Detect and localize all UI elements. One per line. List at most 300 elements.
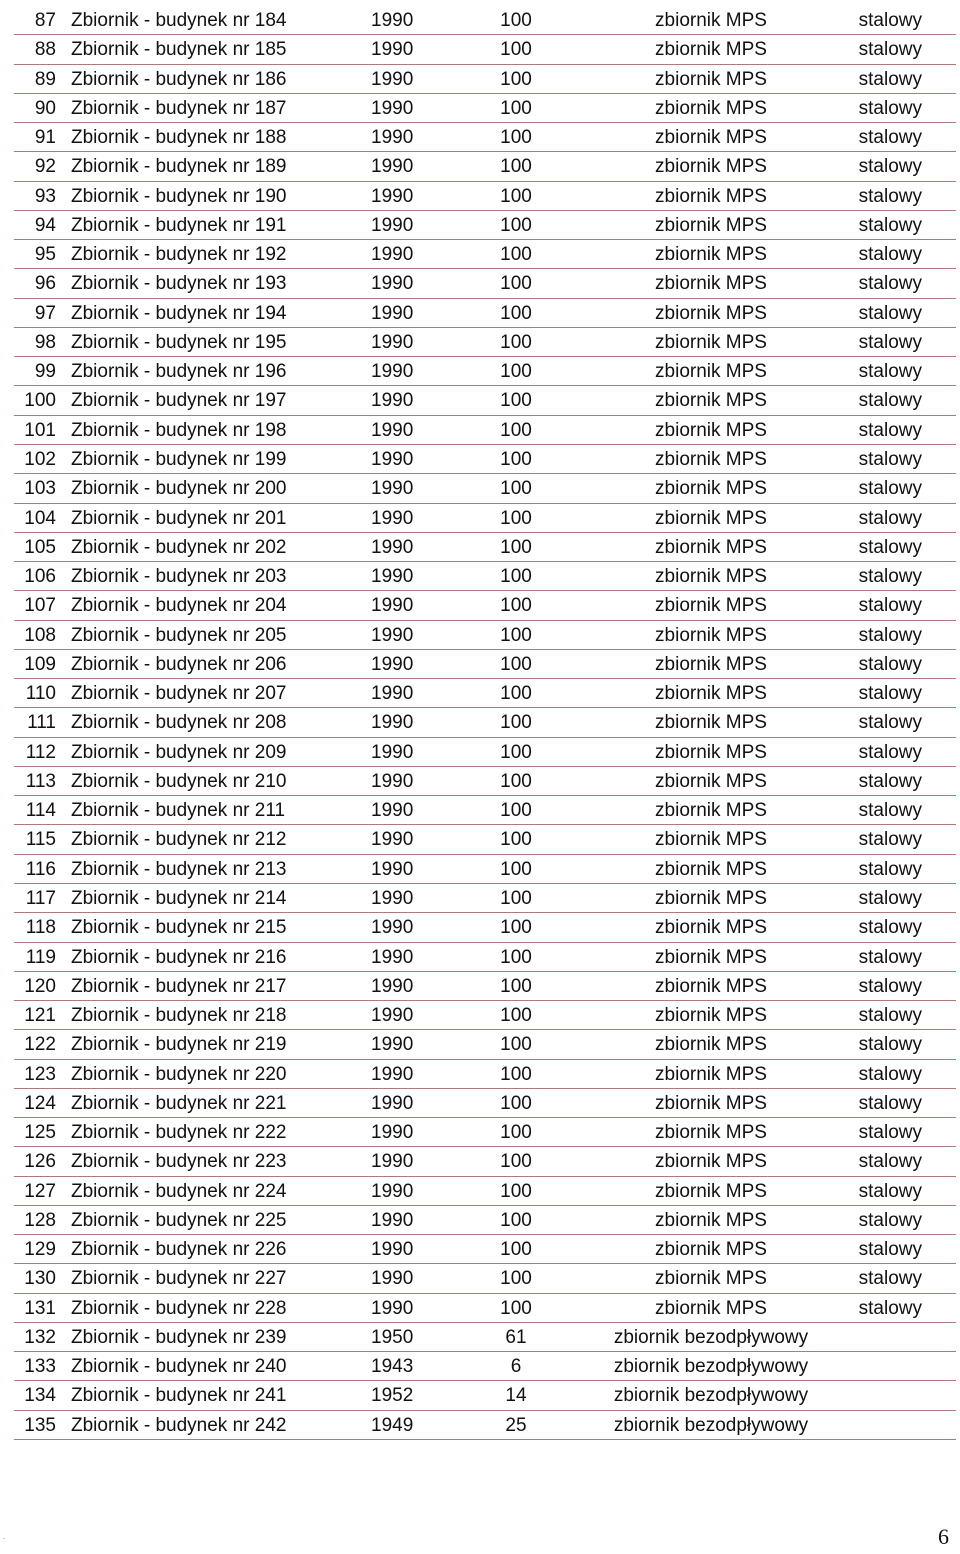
- cell-name: Zbiornik - budynek nr 208: [71, 712, 287, 734]
- cell-type: zbiornik MPS: [655, 273, 767, 295]
- cell-capacity: 100: [500, 1151, 532, 1173]
- cell-type: zbiornik bezodpływowy: [613, 1385, 809, 1407]
- cell-capacity: 14: [505, 1385, 527, 1407]
- cell-material: stalowy: [858, 712, 922, 734]
- cell-lp: 91: [34, 127, 56, 149]
- table-row: [14, 1235, 956, 1264]
- cell-material: stalowy: [858, 858, 922, 880]
- table-row: [14, 240, 956, 269]
- cell-name: Zbiornik - budynek nr 211: [71, 800, 286, 822]
- cell-capacity: 100: [500, 127, 532, 149]
- table-row: [14, 1089, 956, 1118]
- cell-lp: 95: [34, 244, 56, 266]
- table-row: [14, 621, 956, 650]
- page-number: 6: [938, 1524, 949, 1549]
- cell-name: Zbiornik - budynek nr 221: [71, 1092, 287, 1114]
- table-row: [14, 650, 956, 679]
- cell-capacity: 100: [500, 419, 532, 441]
- cell-type: zbiornik MPS: [655, 214, 767, 236]
- cell-material: stalowy: [858, 419, 922, 441]
- cell-name: Zbiornik - budynek nr 240: [71, 1356, 287, 1378]
- cell-material: stalowy: [858, 244, 922, 266]
- cell-name: Zbiornik - budynek nr 226: [71, 1239, 287, 1261]
- cell-type: zbiornik MPS: [655, 1268, 767, 1290]
- cell-name: Zbiornik - budynek nr 207: [71, 683, 287, 705]
- cell-name: Zbiornik - budynek nr 225: [71, 1209, 287, 1231]
- cell-year: 1990: [371, 624, 414, 646]
- cell-name: Zbiornik - budynek nr 222: [71, 1122, 287, 1144]
- cell-material: stalowy: [858, 653, 922, 675]
- cell-type: zbiornik MPS: [655, 887, 767, 909]
- cell-capacity: 100: [500, 683, 532, 705]
- table-row: [14, 1060, 956, 1089]
- cell-type: zbiornik MPS: [655, 946, 767, 968]
- cell-lp: 99: [34, 361, 56, 383]
- table-row: [14, 1147, 956, 1176]
- cell-name: Zbiornik - budynek nr 199: [71, 448, 287, 470]
- cell-year: 1990: [371, 156, 414, 178]
- cell-year: 1990: [371, 858, 414, 880]
- cell-lp: 98: [34, 331, 56, 353]
- cell-type: zbiornik MPS: [655, 858, 767, 880]
- cell-lp: 100: [24, 390, 56, 412]
- cell-type: zbiornik MPS: [655, 361, 767, 383]
- cell-type: zbiornik MPS: [655, 1034, 767, 1056]
- cell-capacity: 100: [500, 156, 532, 178]
- cell-lp: 128: [24, 1209, 56, 1231]
- cell-capacity: 100: [500, 331, 532, 353]
- cell-year: 1990: [371, 653, 414, 675]
- cell-year: 1990: [371, 887, 414, 909]
- cell-type: zbiornik bezodpływowy: [613, 1414, 809, 1436]
- cell-year: 1990: [371, 1063, 414, 1085]
- cell-name: Zbiornik - budynek nr 209: [71, 741, 287, 763]
- cell-capacity: 100: [500, 975, 532, 997]
- cell-capacity: 100: [500, 946, 532, 968]
- cell-year: 1990: [371, 10, 414, 31]
- cell-material: stalowy: [858, 127, 922, 149]
- table-row: [14, 211, 956, 240]
- cell-lp: 104: [24, 507, 56, 529]
- cell-capacity: 100: [500, 39, 532, 61]
- cell-type: zbiornik MPS: [655, 331, 767, 353]
- cell-type: zbiornik MPS: [655, 68, 767, 90]
- cell-lp: 89: [34, 68, 56, 90]
- table-row: [14, 708, 956, 737]
- cell-capacity: 100: [500, 1239, 532, 1261]
- cell-capacity: 100: [500, 712, 532, 734]
- cell-capacity: 100: [500, 448, 532, 470]
- cell-lp: 119: [25, 946, 56, 968]
- cell-lp: 120: [24, 975, 56, 997]
- cell-material: stalowy: [858, 1151, 922, 1173]
- cell-material: stalowy: [858, 390, 922, 412]
- cell-year: 1990: [371, 800, 414, 822]
- cell-material: stalowy: [858, 10, 922, 31]
- cell-lp: 112: [25, 741, 56, 763]
- cell-lp: 105: [24, 536, 56, 558]
- cell-name: Zbiornik - budynek nr 196: [71, 361, 287, 383]
- cell-year: 1990: [371, 68, 414, 90]
- cell-name: Zbiornik - budynek nr 227: [71, 1268, 287, 1290]
- table-row: [14, 445, 956, 474]
- table-row: [14, 35, 956, 64]
- cell-name: Zbiornik - budynek nr 242: [71, 1414, 287, 1436]
- table-row: [14, 152, 956, 181]
- cell-lp: 107: [24, 595, 56, 617]
- cell-material: stalowy: [858, 68, 922, 90]
- cell-lp: 117: [25, 887, 56, 909]
- cell-name: Zbiornik - budynek nr 198: [71, 419, 287, 441]
- cell-capacity: 100: [500, 97, 532, 119]
- cell-material: stalowy: [858, 770, 922, 792]
- cell-type: zbiornik MPS: [655, 917, 767, 939]
- cell-year: 1990: [371, 683, 414, 705]
- cell-lp: 134: [24, 1385, 56, 1407]
- cell-lp: 126: [24, 1151, 56, 1173]
- cell-year: 1990: [371, 244, 414, 266]
- cell-year: 1990: [371, 1005, 414, 1027]
- cell-year: 1990: [371, 97, 414, 119]
- cell-material: stalowy: [858, 97, 922, 119]
- cell-name: Zbiornik - budynek nr 239: [71, 1326, 287, 1348]
- cell-lp: 122: [24, 1034, 56, 1056]
- cell-material: stalowy: [858, 595, 922, 617]
- cell-material: stalowy: [858, 536, 922, 558]
- cell-lp: 123: [24, 1063, 56, 1085]
- cell-material: stalowy: [858, 1180, 922, 1202]
- cell-type: zbiornik MPS: [655, 653, 767, 675]
- table-row: [14, 1352, 956, 1381]
- cell-type: zbiornik MPS: [655, 536, 767, 558]
- cell-name: Zbiornik - budynek nr 214: [71, 887, 287, 909]
- cell-name: Zbiornik - budynek nr 206: [71, 653, 287, 675]
- cell-type: zbiornik MPS: [655, 595, 767, 617]
- cell-name: Zbiornik - budynek nr 205: [71, 624, 287, 646]
- table-row: [14, 738, 956, 767]
- cell-year: 1990: [371, 975, 414, 997]
- cell-capacity: 100: [500, 244, 532, 266]
- cell-type: zbiornik MPS: [655, 127, 767, 149]
- cell-capacity: 100: [500, 653, 532, 675]
- table-row: [14, 943, 956, 972]
- cell-type: zbiornik MPS: [655, 156, 767, 178]
- cell-type: zbiornik MPS: [655, 390, 767, 412]
- cell-year: 1943: [371, 1356, 414, 1378]
- cell-lp: 93: [34, 185, 56, 207]
- table-row: [14, 357, 956, 386]
- cell-material: stalowy: [858, 741, 922, 763]
- cell-type: zbiornik bezodpływowy: [613, 1356, 809, 1378]
- cell-name: Zbiornik - budynek nr 193: [71, 273, 287, 295]
- cell-material: stalowy: [858, 302, 922, 324]
- cell-capacity: 100: [500, 858, 532, 880]
- cell-lp: 109: [24, 653, 56, 675]
- cell-capacity: 100: [500, 624, 532, 646]
- cell-material: stalowy: [858, 1268, 922, 1290]
- cell-year: 1990: [371, 566, 414, 588]
- cell-type: zbiornik MPS: [655, 1180, 767, 1202]
- table-row: [14, 1177, 956, 1206]
- cell-capacity: 100: [500, 536, 532, 558]
- cell-capacity: 100: [500, 1122, 532, 1144]
- cell-year: 1949: [371, 1414, 414, 1436]
- cell-material: stalowy: [858, 946, 922, 968]
- cell-year: 1990: [371, 507, 414, 529]
- cell-material: stalowy: [858, 478, 922, 500]
- cell-name: Zbiornik - budynek nr 186: [71, 68, 287, 90]
- cell-capacity: 100: [500, 10, 532, 31]
- cell-type: zbiornik MPS: [655, 770, 767, 792]
- cell-year: 1950: [371, 1326, 414, 1348]
- cell-material: stalowy: [858, 1005, 922, 1027]
- cell-year: 1990: [371, 39, 414, 61]
- cell-type: zbiornik MPS: [655, 419, 767, 441]
- cell-year: 1990: [371, 1209, 414, 1231]
- cell-material: stalowy: [858, 39, 922, 61]
- cell-type: zbiornik MPS: [655, 1063, 767, 1085]
- cell-name: Zbiornik - budynek nr 200: [71, 478, 287, 500]
- cell-name: Zbiornik - budynek nr 190: [71, 185, 287, 207]
- footer-mark: .: [3, 1532, 6, 1541]
- cell-material: stalowy: [858, 185, 922, 207]
- cell-material: stalowy: [858, 214, 922, 236]
- cell-type: zbiornik MPS: [655, 1297, 767, 1319]
- table-row: [14, 416, 956, 445]
- cell-type: zbiornik MPS: [655, 741, 767, 763]
- cell-capacity: 100: [500, 1209, 532, 1231]
- table-row: [14, 1030, 956, 1059]
- cell-type: zbiornik MPS: [655, 1239, 767, 1261]
- cell-lp: 133: [24, 1356, 56, 1378]
- cell-year: 1990: [371, 1151, 414, 1173]
- cell-name: Zbiornik - budynek nr 201: [71, 507, 287, 529]
- tank-table: [14, 6, 956, 1440]
- cell-year: 1990: [371, 361, 414, 383]
- table-row: [14, 591, 956, 620]
- table-row: [14, 328, 956, 357]
- cell-capacity: 25: [505, 1414, 527, 1436]
- cell-name: Zbiornik - budynek nr 203: [71, 566, 287, 588]
- cell-type: zbiornik MPS: [655, 1151, 767, 1173]
- cell-year: 1990: [371, 741, 414, 763]
- cell-material: stalowy: [858, 156, 922, 178]
- table-row: [14, 1118, 956, 1147]
- cell-year: 1990: [371, 595, 414, 617]
- table-row: [14, 299, 956, 328]
- cell-type: zbiornik MPS: [655, 39, 767, 61]
- cell-capacity: 100: [500, 507, 532, 529]
- cell-lp: 102: [24, 448, 56, 470]
- cell-lp: 94: [34, 214, 56, 236]
- cell-name: Zbiornik - budynek nr 185: [71, 39, 287, 61]
- cell-capacity: 100: [500, 1034, 532, 1056]
- cell-capacity: 100: [500, 68, 532, 90]
- cell-name: Zbiornik - budynek nr 241: [71, 1385, 287, 1407]
- table-row: [14, 679, 956, 708]
- cell-lp: 108: [24, 624, 56, 646]
- cell-material: stalowy: [858, 361, 922, 383]
- table-row: [14, 533, 956, 562]
- cell-type: zbiornik MPS: [655, 478, 767, 500]
- cell-name: Zbiornik - budynek nr 197: [71, 390, 287, 412]
- cell-capacity: 100: [500, 566, 532, 588]
- cell-type: zbiornik MPS: [655, 975, 767, 997]
- table-row: [14, 884, 956, 913]
- cell-lp: 130: [24, 1268, 56, 1290]
- cell-lp: 88: [34, 39, 56, 61]
- cell-name: Zbiornik - budynek nr 188: [71, 127, 287, 149]
- cell-year: 1990: [371, 185, 414, 207]
- table-row: [14, 796, 956, 825]
- table-row: [14, 767, 956, 796]
- cell-material: stalowy: [858, 1063, 922, 1085]
- cell-name: Zbiornik - budynek nr 195: [71, 331, 287, 353]
- cell-year: 1990: [371, 127, 414, 149]
- cell-lp: 121: [24, 1005, 56, 1027]
- cell-capacity: 100: [500, 595, 532, 617]
- cell-year: 1990: [371, 273, 414, 295]
- cell-lp: 114: [25, 800, 56, 822]
- cell-year: 1990: [371, 770, 414, 792]
- table-row: [14, 1294, 956, 1323]
- cell-name: Zbiornik - budynek nr 212: [71, 829, 287, 851]
- cell-material: stalowy: [858, 975, 922, 997]
- cell-type: zbiornik MPS: [655, 1092, 767, 1114]
- cell-name: Zbiornik - budynek nr 219: [71, 1034, 287, 1056]
- cell-name: Zbiornik - budynek nr 191: [71, 214, 287, 236]
- cell-capacity: 100: [500, 829, 532, 851]
- table-row: [14, 1411, 956, 1440]
- cell-capacity: 100: [500, 390, 532, 412]
- cell-lp: 127: [24, 1180, 56, 1202]
- cell-year: 1990: [371, 331, 414, 353]
- cell-capacity: 100: [500, 478, 532, 500]
- cell-year: 1990: [371, 1122, 414, 1144]
- table-row: [14, 972, 956, 1001]
- cell-type: zbiornik MPS: [655, 683, 767, 705]
- cell-material: stalowy: [858, 624, 922, 646]
- cell-type: zbiornik MPS: [655, 1209, 767, 1231]
- cell-lp: 124: [24, 1092, 56, 1114]
- cell-name: Zbiornik - budynek nr 187: [71, 97, 287, 119]
- table-row: [14, 123, 956, 152]
- cell-type: zbiornik MPS: [655, 800, 767, 822]
- cell-year: 1990: [371, 214, 414, 236]
- cell-lp: 116: [25, 858, 56, 880]
- table-row: [14, 1381, 956, 1410]
- cell-year: 1990: [371, 1297, 414, 1319]
- cell-lp: 135: [24, 1414, 56, 1436]
- cell-name: Zbiornik - budynek nr 189: [71, 156, 287, 178]
- cell-lp: 101: [24, 419, 56, 441]
- table-row: [14, 1206, 956, 1235]
- cell-type: zbiornik MPS: [655, 448, 767, 470]
- cell-name: Zbiornik - budynek nr 217: [71, 975, 287, 997]
- table-row: [14, 1323, 956, 1352]
- cell-capacity: 100: [500, 887, 532, 909]
- cell-capacity: 6: [510, 1356, 522, 1378]
- cell-year: 1990: [371, 946, 414, 968]
- cell-capacity: 100: [500, 770, 532, 792]
- cell-year: 1990: [371, 1092, 414, 1114]
- table-row: [14, 474, 956, 503]
- cell-capacity: 100: [500, 273, 532, 295]
- cell-material: stalowy: [858, 1297, 922, 1319]
- table-row: [14, 6, 956, 35]
- cell-capacity: 100: [500, 302, 532, 324]
- cell-lp: 129: [24, 1239, 56, 1261]
- cell-type: zbiornik MPS: [655, 566, 767, 588]
- cell-material: stalowy: [858, 1034, 922, 1056]
- cell-lp: 125: [24, 1122, 56, 1144]
- cell-capacity: 100: [500, 1005, 532, 1027]
- cell-type: zbiornik MPS: [655, 10, 767, 31]
- cell-name: Zbiornik - budynek nr 204: [71, 595, 287, 617]
- cell-name: Zbiornik - budynek nr 223: [71, 1151, 287, 1173]
- cell-year: 1990: [371, 1268, 414, 1290]
- cell-material: stalowy: [858, 800, 922, 822]
- table-row: [14, 1264, 956, 1293]
- table-row: [14, 386, 956, 415]
- cell-material: stalowy: [858, 331, 922, 353]
- cell-name: Zbiornik - budynek nr 202: [71, 536, 287, 558]
- cell-lp: 132: [24, 1326, 56, 1348]
- cell-year: 1990: [371, 448, 414, 470]
- cell-name: Zbiornik - budynek nr 224: [71, 1180, 287, 1202]
- cell-lp: 131: [24, 1297, 56, 1319]
- cell-year: 1990: [371, 419, 414, 441]
- cell-type: zbiornik MPS: [655, 1122, 767, 1144]
- cell-name: Zbiornik - budynek nr 194: [71, 302, 287, 324]
- cell-year: 1990: [371, 390, 414, 412]
- cell-lp: 110: [25, 683, 56, 705]
- cell-lp: 103: [24, 478, 56, 500]
- table-row: [14, 65, 956, 94]
- cell-capacity: 100: [500, 917, 532, 939]
- cell-material: stalowy: [858, 683, 922, 705]
- cell-year: 1990: [371, 829, 414, 851]
- cell-year: 1990: [371, 1034, 414, 1056]
- cell-year: 1952: [371, 1385, 414, 1407]
- cell-lp: 96: [34, 273, 56, 295]
- table-row: [14, 855, 956, 884]
- cell-name: Zbiornik - budynek nr 210: [71, 770, 287, 792]
- cell-capacity: 100: [500, 1092, 532, 1114]
- table-row: [14, 504, 956, 533]
- cell-capacity: 100: [500, 800, 532, 822]
- cell-name: Zbiornik - budynek nr 213: [71, 858, 287, 880]
- cell-year: 1990: [371, 1180, 414, 1202]
- cell-capacity: 61: [505, 1326, 527, 1348]
- cell-name: Zbiornik - budynek nr 216: [71, 946, 287, 968]
- cell-name: Zbiornik - budynek nr 220: [71, 1063, 287, 1085]
- table-row: [14, 825, 956, 854]
- cell-lp: 111: [27, 712, 56, 734]
- cell-material: stalowy: [858, 829, 922, 851]
- table-row: [14, 182, 956, 211]
- cell-type: zbiornik MPS: [655, 302, 767, 324]
- cell-type: zbiornik MPS: [655, 829, 767, 851]
- cell-capacity: 100: [500, 1180, 532, 1202]
- cell-lp: 90: [34, 97, 56, 119]
- cell-year: 1990: [371, 917, 414, 939]
- cell-material: stalowy: [858, 1122, 922, 1144]
- cell-type: zbiornik MPS: [655, 185, 767, 207]
- cell-capacity: 100: [500, 185, 532, 207]
- cell-type: zbiornik bezodpływowy: [613, 1326, 809, 1348]
- cell-type: zbiornik MPS: [655, 97, 767, 119]
